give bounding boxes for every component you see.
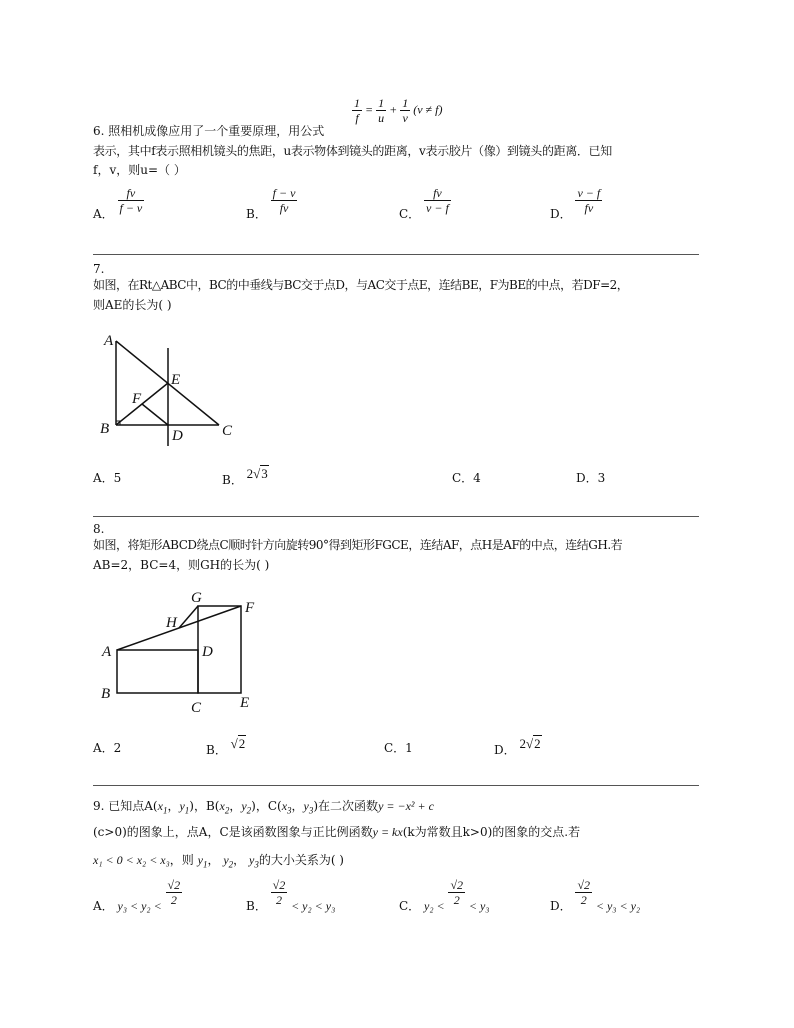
q9-text-f: (k为常数且k>0)的图象的交点.若 — [402, 825, 581, 839]
q9-y2 — [241, 799, 252, 816]
q9-y1b-var: y — [197, 853, 203, 867]
q6-formula-frac2 — [376, 96, 386, 125]
q9-option-d-expr: < y₃ < y₂ — [595, 899, 641, 913]
q9-y2b — [223, 853, 234, 870]
q9-x2-sub: 2 — [224, 805, 230, 816]
q6-formula-frac1 — [352, 96, 362, 125]
q6-line3: f，v，则u=（ ） — [93, 163, 186, 177]
q9-y1-var: y — [179, 799, 185, 813]
q7-label-d: D — [172, 428, 183, 444]
q6-option-a[interactable] — [93, 186, 144, 222]
q9-option-b-den: 2 — [271, 892, 288, 907]
q9-y3b — [248, 853, 259, 870]
q7-label-e: E — [171, 372, 181, 388]
q6-formula-den1: f — [352, 110, 362, 125]
q8-option-d-value: 2√2 — [519, 736, 541, 751]
q6-formula — [352, 96, 442, 125]
q6-option-d-label: D． — [550, 207, 572, 221]
q8-option-a[interactable]: A．2 — [93, 741, 122, 755]
q8-option-b-radicand: 2 — [238, 736, 246, 751]
q6-option-c-den: v − f — [426, 201, 449, 215]
q9-option-c-frac — [448, 878, 465, 907]
q9-text-e: (c>0)的图象上，点A，C是该函数图象与正比例函数 — [93, 825, 373, 839]
q8-label-d: D — [202, 644, 213, 660]
q6-formula-plus: + — [389, 102, 398, 117]
q8-figure — [96, 586, 268, 718]
q9-linear: y = kx — [372, 825, 403, 839]
q9-option-d-frac — [575, 878, 592, 907]
q7-label-f: F — [132, 391, 142, 407]
q9-comma-3: ， — [291, 799, 304, 813]
q6-option-a-frac — [118, 186, 145, 215]
q6-option-c-num: fv — [433, 186, 442, 200]
q9-option-a-expr: y₃ < y₂ < — [117, 899, 162, 913]
q9-option-d-label: D． — [550, 899, 572, 913]
q9-option-d-den: 2 — [575, 892, 592, 907]
q6-option-b-num: f − v — [272, 186, 296, 200]
q9-x1 — [157, 799, 168, 816]
q9-comma-2: ， — [229, 799, 242, 813]
q9-comma-5: ， — [233, 853, 246, 867]
q6-line2: 表示，其中f表示照相机镜头的焦距，u表示物体到镜头的距离，v表示胶片（像）到镜头的距离．已知 — [93, 144, 612, 158]
q9-text-c: )，C( — [251, 799, 282, 813]
q6-formula-num3: 1 — [402, 96, 409, 110]
q9-option-d[interactable] — [550, 878, 640, 914]
q9-line3 — [93, 852, 344, 873]
q9-y1-sub: 1 — [184, 805, 190, 816]
q9-y2b-var: y — [223, 853, 229, 867]
q9-option-c-num: √2 — [450, 878, 464, 892]
q9-y3b-sub: 3 — [254, 859, 259, 870]
q9-y3-sub: 3 — [308, 805, 314, 816]
q6-formula-eq: = — [365, 102, 374, 117]
q6-option-d-frac — [575, 186, 602, 215]
q9-x1-sub: 1 — [162, 805, 168, 816]
q6-option-d-num: v − f — [577, 186, 601, 200]
q8-option-d-radicand: 2 — [534, 736, 541, 751]
q8-option-b[interactable] — [206, 736, 246, 758]
q8-option-d-coef: 2 — [519, 736, 526, 751]
q6-formula-cond: (v ≠ f) — [413, 102, 443, 117]
q9-option-c-expr: y₂ < — [424, 899, 445, 913]
q9-option-b-frac — [271, 878, 288, 907]
q9-y2-sub: 2 — [246, 805, 252, 816]
q9-option-b-num: √2 — [272, 878, 286, 892]
q9-option-b-expr: < y₂ < y₃ — [291, 899, 336, 913]
q6-formula-num2: 1 — [378, 96, 385, 110]
q9-x2-var: x — [219, 799, 225, 813]
q7-option-d[interactable]: D．3 — [576, 471, 606, 485]
q9-quadratic: y = −x² + c — [378, 799, 434, 813]
q6-option-b-frac — [271, 186, 298, 215]
q7-line-fd — [142, 404, 168, 425]
q9-y3-var: y — [303, 799, 309, 813]
q9-y1b — [197, 853, 208, 870]
q9-y1b-sub: 1 — [202, 859, 208, 870]
q6-formula-num1: 1 — [354, 96, 360, 110]
q9-x3-sub: 3 — [287, 805, 292, 816]
q9-text-g: ，则 — [169, 853, 194, 867]
q8-line2: AB=2，BC=4，则GH的长为( ) — [93, 558, 270, 572]
divider-q8-q9 — [93, 785, 699, 786]
q9-option-a-label: A． — [93, 899, 114, 913]
q9-option-b[interactable] — [246, 878, 335, 914]
q9-text-h: 的大小关系为( ) — [258, 853, 344, 867]
q9-option-a-den: 2 — [166, 892, 183, 907]
q8-option-d[interactable] — [494, 736, 542, 758]
q9-text-b: )，B( — [189, 799, 220, 813]
q9-y3b-var: y — [248, 853, 255, 867]
q9-option-d-num: √2 — [577, 878, 591, 892]
q8-label-c: C — [191, 700, 202, 716]
q9-line1 — [93, 798, 434, 819]
q6-formula-frac3 — [400, 96, 410, 125]
q9-comma-1: ， — [167, 799, 180, 813]
q6-option-b-label: B． — [246, 207, 267, 221]
q9-option-a-num: √2 — [167, 878, 181, 892]
q8-label-f: F — [245, 600, 255, 616]
q8-label-e: E — [240, 695, 250, 711]
q8-option-b-value: √2 — [230, 736, 246, 751]
q8-line1: 如图，将矩形ABCD绕点C顺时针方向旋转90°得到矩形FGCE，连结AF，点H是AF的中点，连结GH.若 — [93, 538, 623, 552]
q8-label-a: A — [102, 644, 112, 660]
q9-option-c-den: 2 — [448, 892, 465, 907]
q9-x3-var: x — [281, 799, 288, 813]
q7-option-b-label: B． — [222, 473, 243, 487]
q7-option-a[interactable]: A．5 — [93, 471, 122, 485]
q7-figure — [96, 328, 246, 448]
q6-formula-den3: v — [400, 110, 410, 125]
q9-text-d: )在二次函数 — [313, 799, 379, 813]
q7-option-b[interactable] — [222, 466, 269, 488]
q9-x3 — [281, 799, 292, 816]
q9-y1 — [179, 799, 190, 816]
q9-x1-var: x — [157, 799, 163, 813]
q7-label-b: B — [100, 421, 110, 437]
q6-option-b[interactable] — [246, 186, 297, 222]
q6-option-a-label: A． — [93, 207, 114, 221]
q6-line1: 6. 照相机成像应用了一个重要原理，用公式 — [93, 124, 325, 138]
q7-label-c: C — [222, 423, 233, 439]
q9-comma-4: ， — [207, 853, 220, 867]
q9-condition: x₁ < 0 < x₂ < x₃ — [93, 853, 170, 867]
divider-q6-q7 — [93, 254, 699, 255]
q6-formula-den2: u — [378, 111, 385, 125]
q9-option-c-tail: < y₃ — [468, 899, 490, 913]
q6-option-c[interactable] — [399, 186, 451, 222]
q6-option-d-den: fv — [575, 200, 602, 215]
q7-number: 7. — [93, 262, 105, 276]
q6-option-c-label: C． — [399, 207, 421, 221]
q6-option-d[interactable] — [550, 186, 602, 222]
q9-y2-var: y — [241, 799, 247, 813]
q9-text-a: 9. 已知点A( — [93, 799, 158, 813]
q7-line2: 则AE的长为( ) — [93, 298, 172, 312]
q8-label-g: G — [191, 590, 202, 606]
q9-option-c-label: C． — [399, 899, 421, 913]
q9-option-a[interactable] — [93, 878, 182, 914]
q7-option-b-coef: 2 — [246, 466, 254, 481]
q7-label-a: A — [104, 333, 114, 349]
q8-option-b-label: B． — [206, 743, 227, 757]
q9-line2 — [93, 824, 580, 841]
q7-option-c[interactable]: C．4 — [452, 471, 481, 485]
q8-rect-abcd — [117, 650, 198, 693]
q9-option-a-frac — [166, 878, 183, 907]
q8-number: 8. — [93, 522, 105, 536]
q7-option-b-value: 2√3 — [246, 466, 268, 481]
q7-option-b-radicand: 3 — [261, 466, 268, 481]
q9-option-c[interactable] — [399, 878, 489, 914]
q9-y3 — [303, 799, 314, 816]
q8-label-h: H — [166, 615, 177, 631]
q8-option-d-label: D． — [494, 743, 516, 757]
q6-option-a-num: fv — [126, 186, 136, 200]
q8-option-c[interactable]: C．1 — [384, 741, 413, 755]
q6-option-b-den: fv — [271, 200, 298, 215]
q6-option-a-den: f − v — [119, 201, 143, 215]
q6-option-c-frac — [424, 186, 451, 215]
q9-x2 — [219, 799, 230, 816]
q7-line1: 如图，在Rt△ABC中，BC的中垂线与BC交于点D，与AC交于点E，连结BE，F为BE的中点，若DF=2， — [93, 278, 629, 292]
q8-label-b: B — [101, 686, 111, 702]
q9-y2b-sub: 2 — [228, 859, 234, 870]
q9-option-b-label: B． — [246, 899, 267, 913]
divider-q7-q8 — [93, 516, 699, 517]
